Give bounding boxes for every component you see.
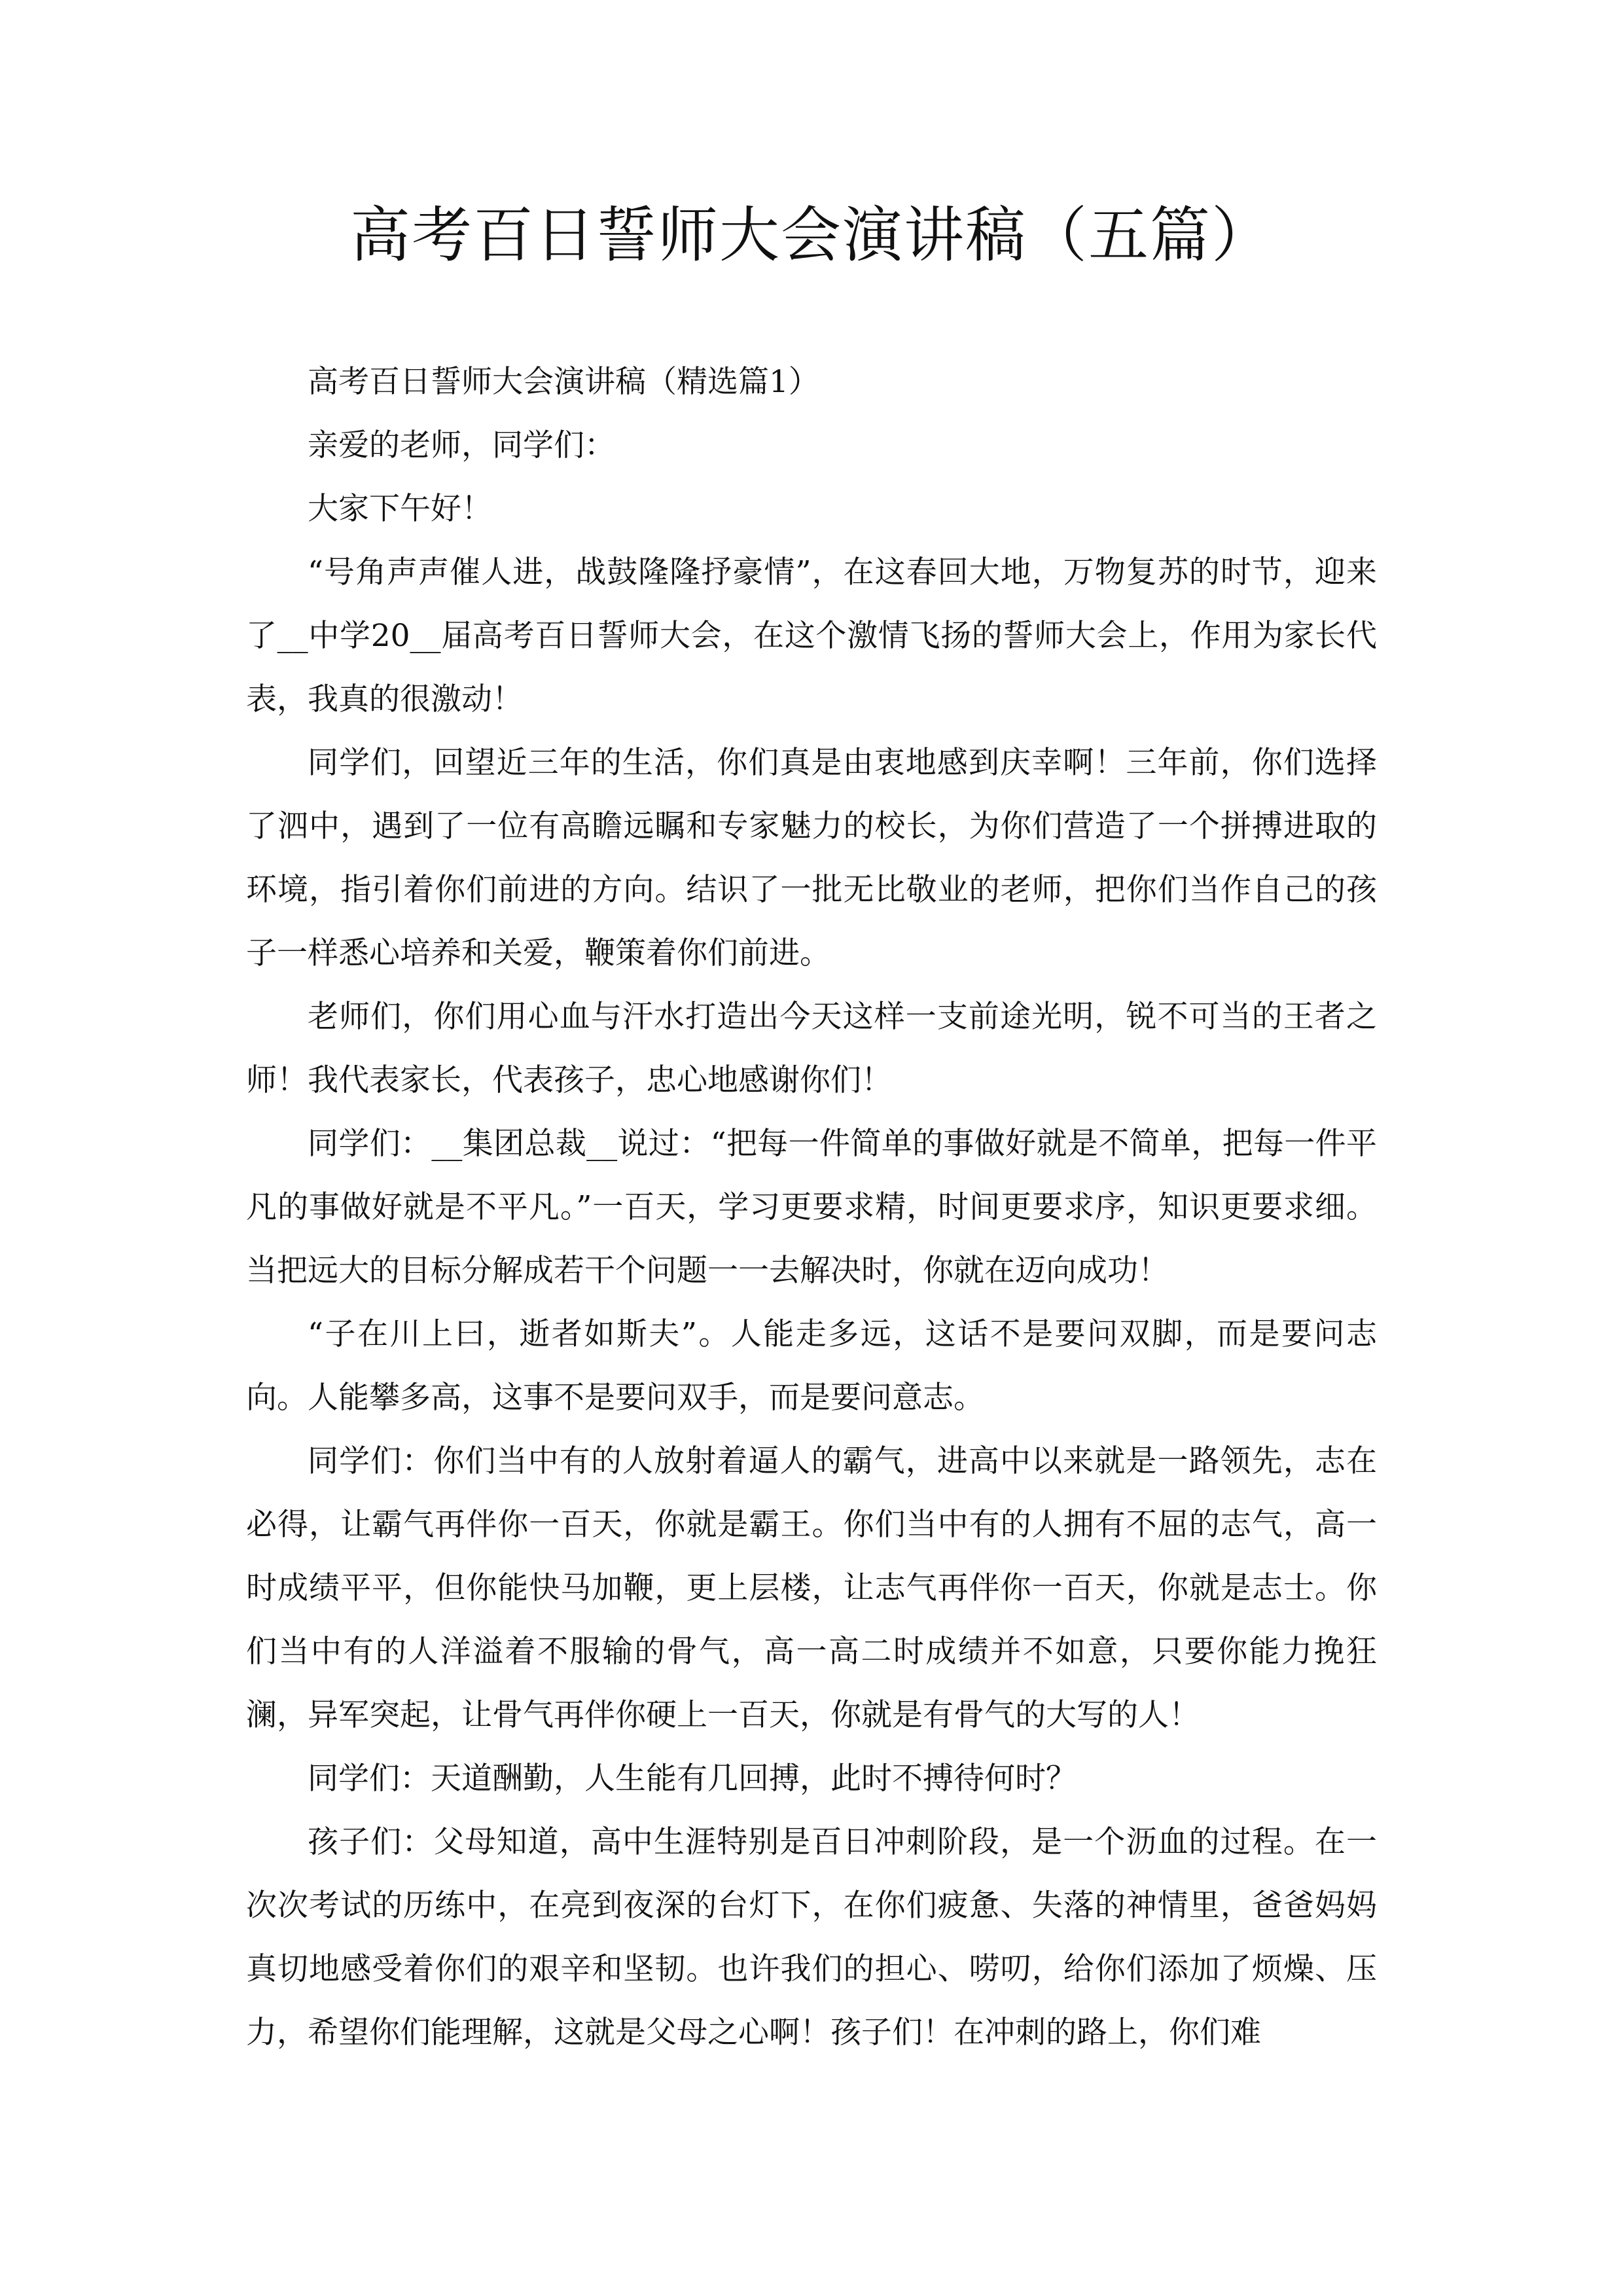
paragraph: 同学们：天道酬勤，人生能有几回搏，此时不搏待何时？ bbox=[308, 1761, 1077, 1797]
paragraph: 老师们，你们用心血与汗水打造出今天这样一支前途光明，锐不可当的王者之师！我代表家长，代表孩子，忠心地感谢你们！ bbox=[246, 999, 1377, 1098]
paragraph-section-heading: 高考百日誓师大会演讲稿（精选篇1） bbox=[308, 364, 819, 400]
paragraph-greeting: 大家下午好！ bbox=[308, 491, 492, 527]
paragraph-salutation: 亲爱的老师，同学们： bbox=[308, 427, 615, 463]
paragraph: 同学们，回望近三年的生活，你们真是由衷地感到庆幸啊！三年前，你们选择了泗中，遇到了一位有高瞻远瞩和专家魅力的校长，为你们营造了一个拼搏进取的环境，指引着你们前进的方向。结识了一批无比敬业的老师，把你们当作自己的孩子一样悉心培养和关爱，鞭策着你们前进。 bbox=[246, 745, 1377, 971]
paragraph: 同学们：你们当中有的人放射着逼人的霸气，进高中以来就是一路领先，志在必得，让霸气再伴你一百天，你就是霸王。你们当中有的人拥有不屈的志气，高一时成绩平平，但你能快马加鞭，更上层楼，让志气再伴你一百天，你就是志士。你们当中有的人洋溢着不服输的骨气，高一高二时成绩并不如意，只要你能力挽狂澜，异军突起，让骨气再伴你硬上一百天，你就是有骨气的大写的人！ bbox=[246, 1443, 1377, 1733]
paragraph: “子在川上曰，逝者如斯夫”。人能走多远，这话不是要问双脚，而是要问志向。人能攀多高，这事不是要问双手，而是要问意志。 bbox=[246, 1316, 1377, 1416]
document-title: 高考百日誓师大会演讲稿（五篇） bbox=[349, 200, 1273, 270]
document-body bbox=[246, 350, 1377, 2064]
paragraph: 同学们：__集团总裁__说过：“把每一件简单的事做好就是不简单，把每一件平凡的事做好就是不平凡。”一百天，学习更要求精，时间更要求序，知识更要求细。当把远大的目标分解成若干个问题一一去解决时，你就在迈向成功！ bbox=[246, 1126, 1377, 1289]
paragraph: 孩子们：父母知道，高中生涯特别是百日冲刺阶段，是一个沥血的过程。在一次次考试的历练中，在亮到夜深的台灯下，在你们疲惫、失落的神情里，爸爸妈妈真切地感受着你们的艰辛和坚韧。也许我们的担心、唠叨，给你们添加了烦燥、压力，希望你们能理解，这就是父母之心啊！孩子们！在冲刺的路上，你们难 bbox=[246, 1824, 1377, 2051]
paragraph: “号角声声催人进，战鼓隆隆抒豪情”，在这春回大地，万物复苏的时节，迎来了__中学20__届高考百日誓师大会，在这个激情飞扬的誓师大会上，作用为家长代表，我真的很激动！ bbox=[246, 554, 1377, 717]
